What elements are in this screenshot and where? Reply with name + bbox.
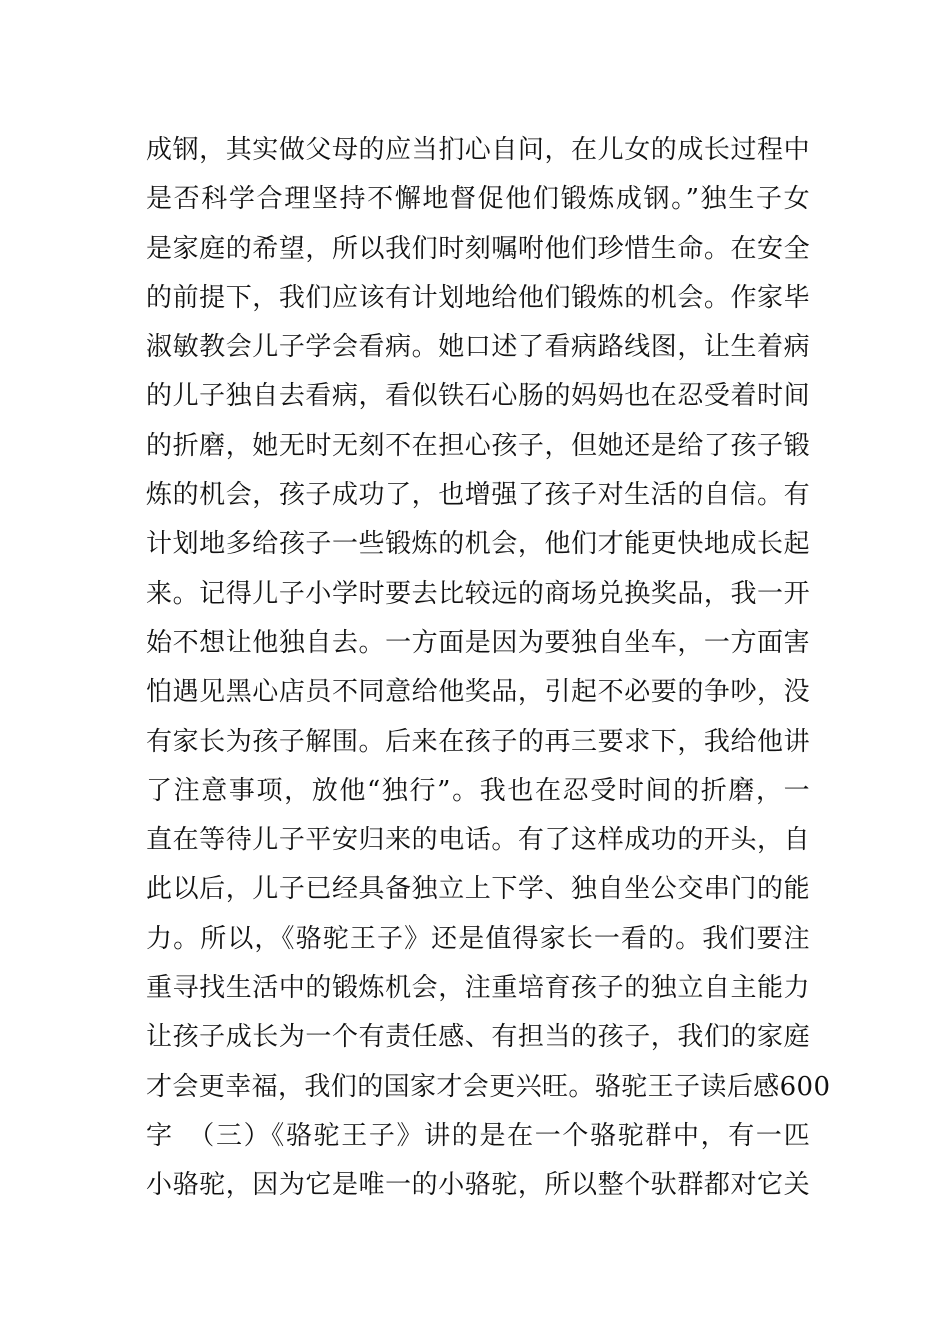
text-line-4: 的前提下，我们应该有计划地给他们锻炼的机会。作家毕 [146,282,810,313]
text-line-2: 是否科学合理坚持不懈地督促他们锻炼成钢。”独生子女 [146,184,810,215]
text-line-13: 有家长为孩子解围。后来在孩子的再三要求下，我给他讲 [146,726,810,757]
text-line-22: 小骆驼，因为它是唯一的小骆驼，所以整个驮群都对它关 [146,1170,810,1201]
text-line-7: 的折磨，她无时无刻不在担心孩子，但她还是给了孩子锻 [146,430,810,461]
text-line-14: 了注意事项，放他“独行”。我也在忍受时间的折磨，一 [146,775,810,806]
text-line-11: 始不想让他独自去。一方面是因为要独自坐车，一方面害 [146,627,810,658]
text-line-17: 力。所以，《骆驼王子》还是值得家长一看的。我们要注 [146,923,810,954]
text-line-19: 让孩子成长为一个有责任感、有担当的孩子，我们的家庭 [146,1022,810,1053]
text-line-5: 淑敏教会儿子学会看病。她口述了看病路线图，让生着病 [146,332,810,363]
text-line-6: 的儿子独自去看病，看似铁石心肠的妈妈也在忍受着时间 [146,381,810,412]
body-text [146,126,831,1211]
text-line-18: 重寻找生活中的锻炼机会，注重培育孩子的独立自主能力 [146,973,810,1004]
text-line-1: 成钢，其实做父母的应当扪心自问，在儿女的成长过程中 [146,135,810,165]
text-line-12: 怕遇见黑心店员不同意给他奖品，引起不必要的争吵，没 [146,677,810,708]
text-line-20: 才会更幸福，我们的国家才会更兴旺。骆驼王子读后感600 [146,1071,831,1102]
text-line-9: 计划地多给孩子一些锻炼的机会，他们才能更快地成长起 [146,529,810,560]
text-line-10: 来。记得儿子小学时要去比较远的商场兑换奖品，我一开 [146,578,810,609]
text-line-8: 炼的机会，孩子成功了，也增强了孩子对生活的自信。有 [146,480,810,511]
text-line-21: 字 （三）《骆驼王子》讲的是在一个骆驼群中，有一匹 [146,1120,810,1151]
text-line-15: 直在等待儿子平安归来的电话。有了这样成功的开头，自 [146,825,810,856]
text-line-3: 是家庭的希望，所以我们时刻嘱咐他们珍惜生命。在安全 [146,233,810,264]
text-line-16: 此以后，儿子已经具备独立上下学、独自坐公交串门的能 [146,874,810,905]
